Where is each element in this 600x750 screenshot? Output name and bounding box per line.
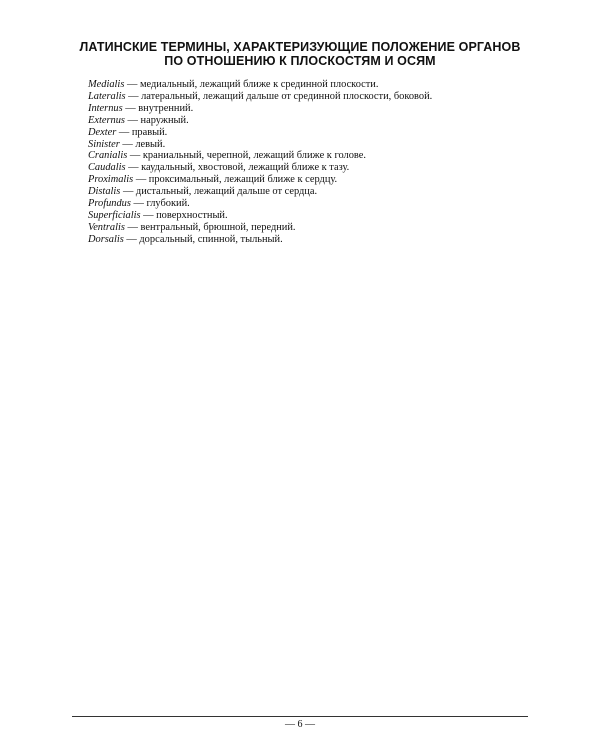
term-latin: Profundus: [88, 198, 131, 210]
term-translation: — поверхностный.: [140, 209, 228, 221]
term-latin: Internus: [88, 102, 123, 114]
term-translation: — медиальный, лежащий ближе к срединной плоскости.: [124, 79, 379, 90]
term-latin: Dexter: [88, 126, 117, 138]
term-latin: Lateralis: [88, 90, 126, 102]
term-translation: — проксимальный, лежащий ближе к сердцу.: [133, 174, 338, 186]
term-latin: Superficialis: [88, 209, 141, 221]
term-item: [88, 79, 548, 91]
term-item: [88, 115, 548, 127]
term-latin: Caudalis: [88, 162, 126, 174]
term-latin: Medialis: [88, 79, 125, 90]
term-latin: Distalis: [88, 186, 121, 198]
term-latin: Sinister: [88, 138, 120, 150]
term-latin: Ventralis: [88, 221, 125, 233]
term-translation: — краниальный, черепной, лежащий ближе к голове.: [127, 150, 366, 162]
page-title-line-1: ЛАТИНСКИЕ ТЕРМИНЫ, ХАРАКТЕРИЗУЮЩИЕ ПОЛОЖЕНИЕ ОРГАНОВ: [79, 40, 521, 54]
term-latin: Dorsalis: [88, 233, 124, 245]
term-item: [88, 198, 548, 210]
term-item: [88, 127, 548, 139]
term-item: [88, 91, 548, 103]
term-translation: — дорсальный, спинной, тыльный.: [123, 233, 283, 245]
term-item: [88, 150, 548, 162]
term-translation: — дистальный, лежащий дальше от сердца.: [120, 186, 318, 198]
term-item: [88, 234, 548, 246]
term-latin: Externus: [88, 114, 125, 126]
term-translation: — латеральный, лежащий дальше от срединной плоскости, боковой.: [125, 90, 433, 102]
term-item: [88, 186, 548, 198]
term-translation: — наружный.: [124, 114, 189, 126]
term-translation: — внутренний.: [122, 102, 194, 114]
term-item: [88, 222, 548, 234]
term-item: [88, 139, 548, 151]
term-item: [88, 162, 548, 174]
term-latin: Proximalis: [88, 174, 134, 186]
term-translation: — вентральный, брюшной, передний.: [124, 221, 296, 233]
term-translation: — каудальный, хвостовой, лежащий ближе к тазу.: [125, 162, 350, 174]
term-item: [88, 103, 548, 115]
page-title-line-2: ПО ОТНОШЕНИЮ К ПЛОСКОСТЯМ И ОСЯМ: [164, 54, 436, 68]
term-translation: — левый.: [119, 138, 166, 150]
term-item: [88, 210, 548, 222]
page-title: [60, 40, 540, 68]
terms-list: [88, 79, 548, 246]
footer-divider: [72, 716, 528, 717]
term-translation: — глубокий.: [130, 198, 190, 210]
term-latin: Cranialis: [88, 150, 128, 162]
term-item: [88, 174, 548, 186]
term-translation: — правый.: [116, 126, 168, 138]
page-number: — 6 —: [285, 719, 315, 730]
